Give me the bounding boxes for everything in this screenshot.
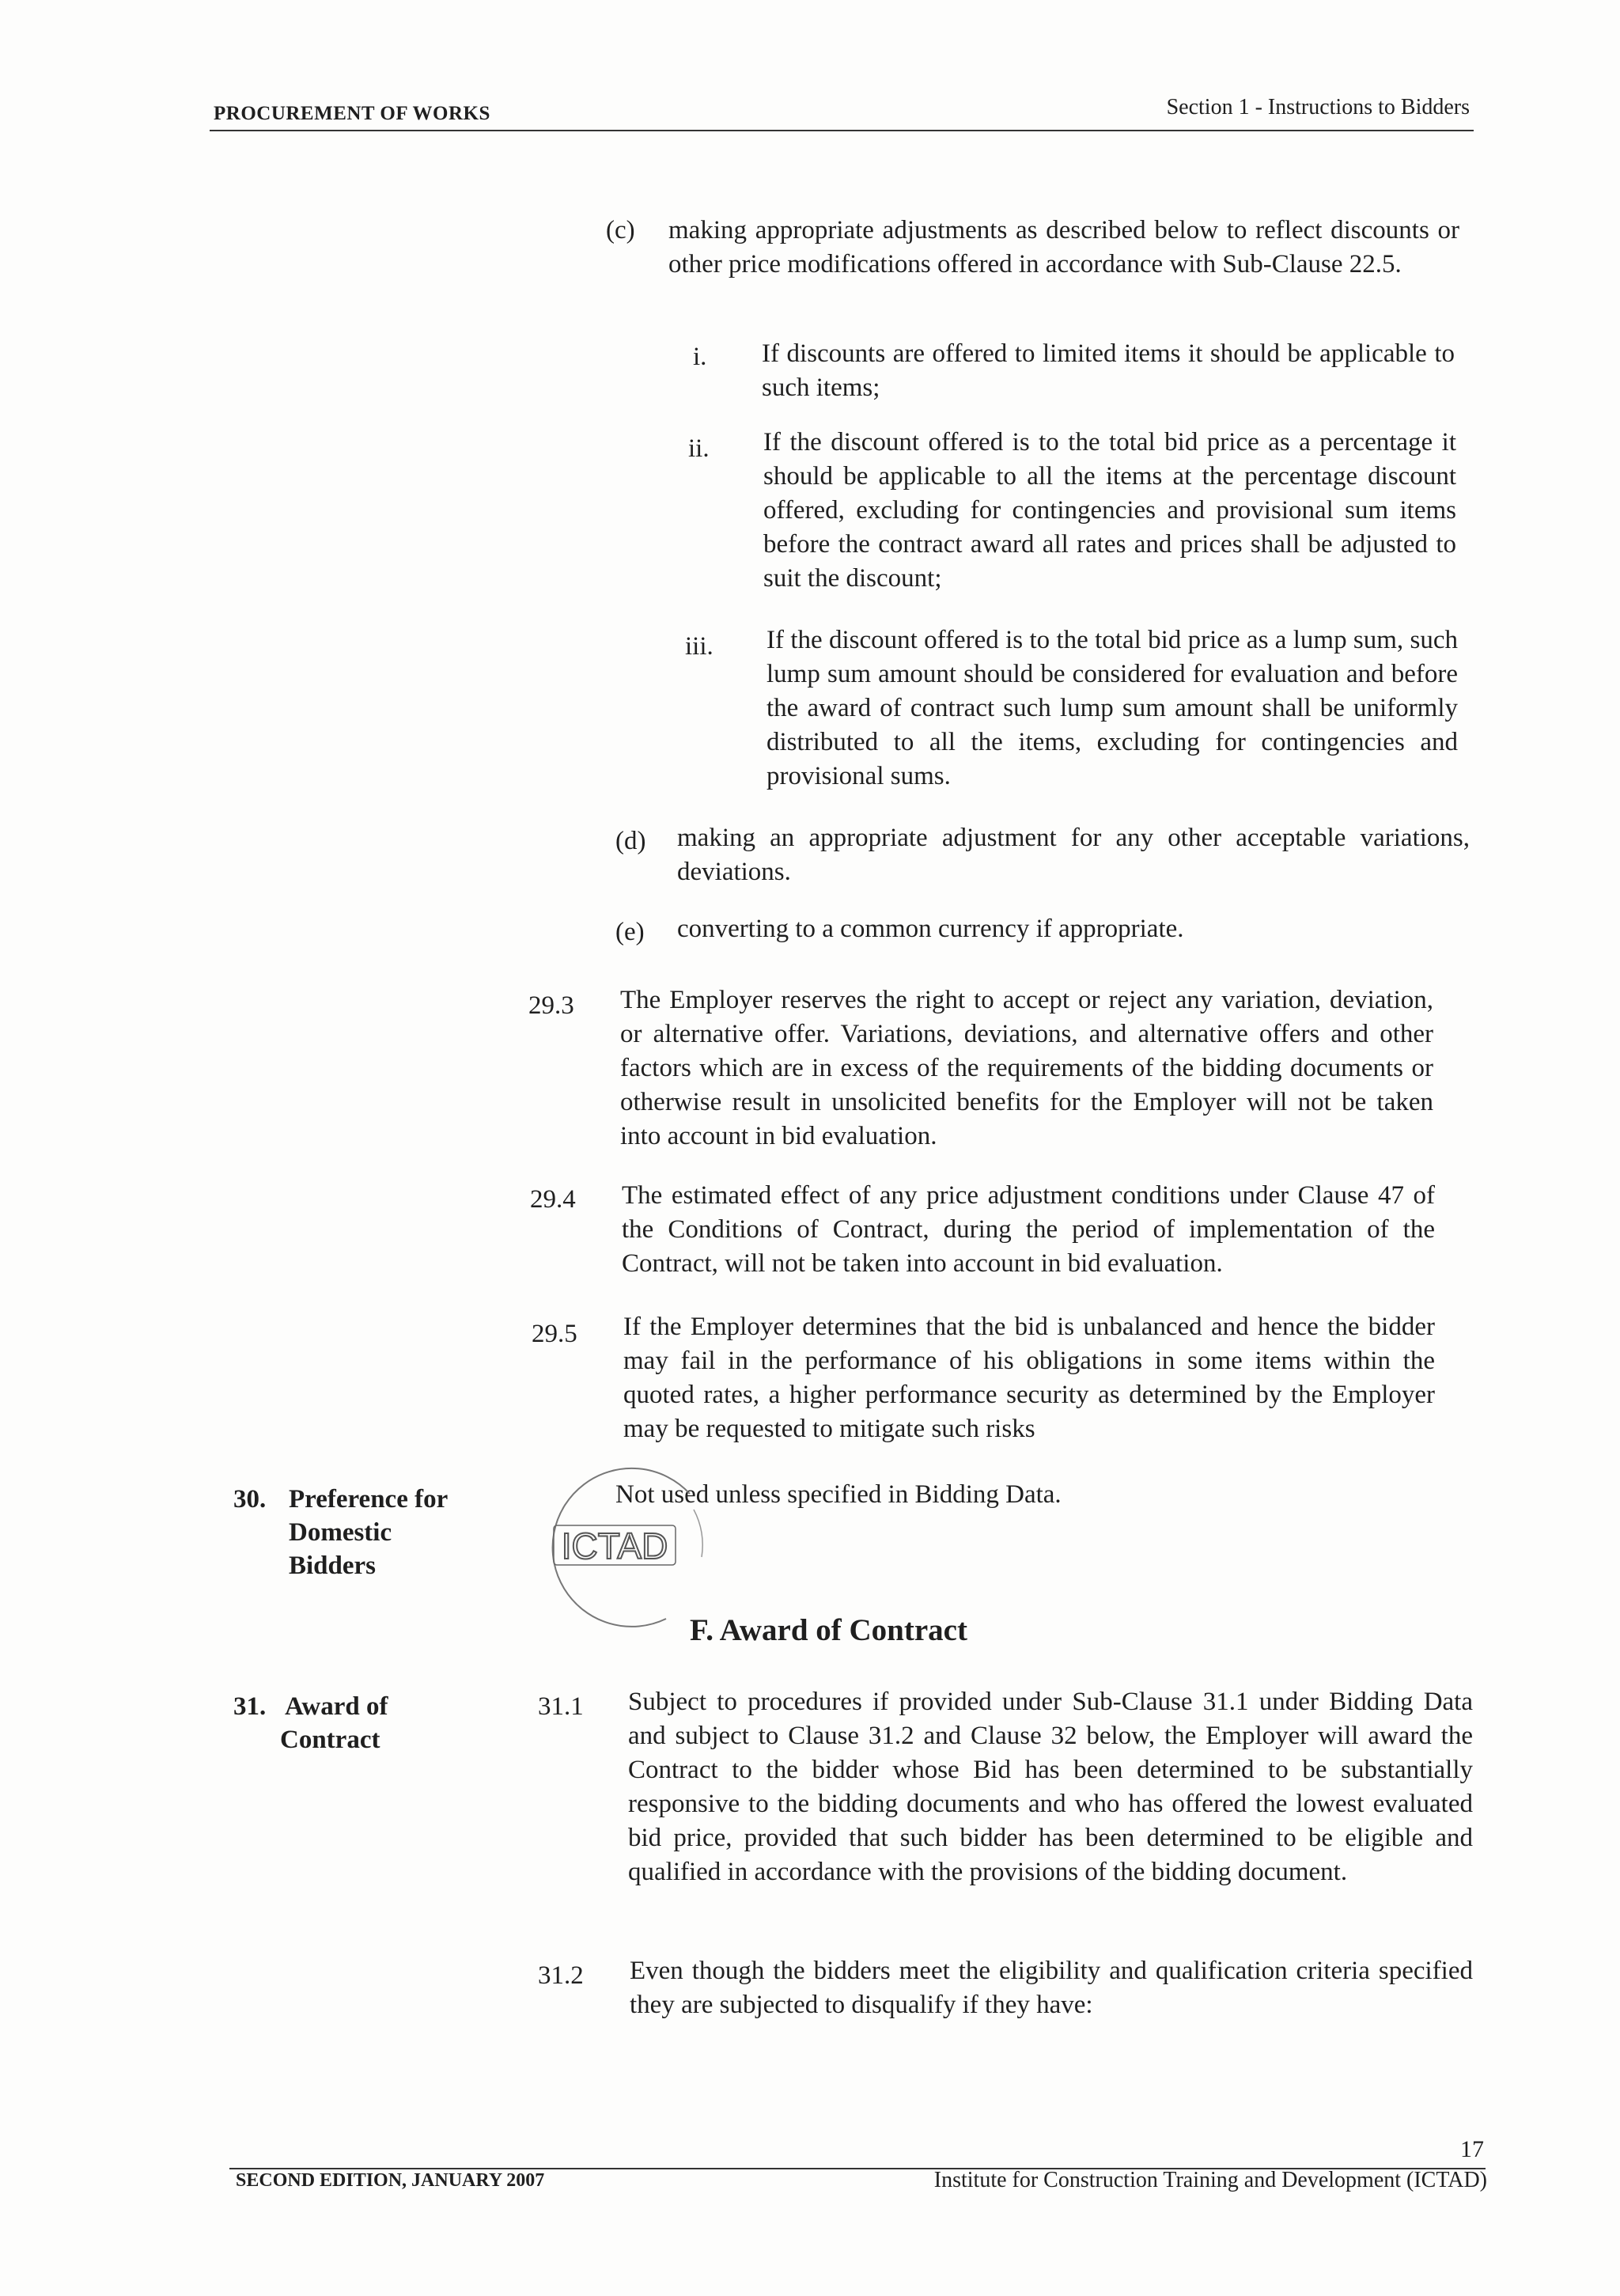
- clause-31-1-text: Subject to procedures if provided under Sub-Clause 31.1 under Bidding Data and subject to Clause 31.2 and Clause 32 below, the Employer will award the Contract to the bidder whose Bid has been determined to be substantially responsive to the bidding documents and who has offered the lowest evaluated bid price, provided that such bidder has been determined to be eligible and qualified in accordance with the provisions of the bidding document.: [628, 1688, 1473, 1886]
- header-rule: [210, 130, 1474, 131]
- item-d-label: (d): [615, 827, 646, 855]
- clause-31-2-text: Even though the bidders meet the eligibility and qualification criteria specified they are subjected to disqualify if they have:: [630, 1957, 1473, 2019]
- item-e-text: converting to a common currency if appropriate.: [677, 915, 1184, 943]
- section-30-number: 30.: [233, 1485, 267, 1514]
- stamp-text: ICTAD: [561, 1525, 668, 1567]
- clause-29-3-number: 29.3: [528, 991, 574, 1020]
- section-31-title-line2: Contract: [280, 1726, 380, 1754]
- item-c-text: making appropriate adjustments as described below to reflect discounts or other price modifications offered in accordance with Sub-Clause 22.5.: [668, 216, 1459, 278]
- section-31-title-line1: Award of: [285, 1692, 388, 1721]
- ictad-stamp: [539, 1462, 715, 1638]
- item-c-i-label: i.: [693, 343, 707, 371]
- footer-left: SECOND EDITION, JANUARY 2007: [236, 2170, 545, 2191]
- clause-29-4-number: 29.4: [530, 1185, 576, 1214]
- section-30-title-line1: Preference for: [289, 1485, 449, 1514]
- clause-29-3-text: The Employer reserves the right to accept or reject any variation, deviation, or alternative offer. Variations, deviations, and alternative offers and other factors which are in excess of the requirements of the bidding documents or otherwise result in unsolicited benefits for the Employer will not be taken into account in bid evaluation.: [620, 986, 1433, 1150]
- section-f-heading: F. Award of Contract: [690, 1613, 967, 1647]
- header-right: Section 1 - Instructions to Bidders: [1166, 95, 1470, 119]
- item-c-i-text: If discounts are offered to limited items it should be applicable to such items;: [762, 339, 1455, 402]
- clause-31-2-number: 31.2: [538, 1961, 584, 1990]
- clause-31-1-number: 31.1: [538, 1692, 584, 1721]
- item-d-text: making an appropriate adjustment for any other acceptable variations, deviations.: [677, 824, 1470, 886]
- section-30-text: Not used unless specified in Bidding Data.: [615, 1480, 1062, 1509]
- section-31-number: 31.: [233, 1692, 267, 1721]
- header-left: PROCUREMENT OF WORKS: [214, 103, 490, 124]
- clause-29-5-number: 29.5: [532, 1320, 577, 1348]
- item-c-ii-text: If the discount offered is to the total bid price as a percentage it should be applicable to all the items at the percentage discount offered, excluding for contingencies and provisional sum items before the contract award all rates and prices shall be adjusted to suit the discount;: [763, 428, 1456, 593]
- clause-29-4-text: The estimated effect of any price adjustment conditions under Clause 47 of the Conditions of Contract, during the period of implementation of the Contract, will not be taken into account in bid evaluation.: [622, 1181, 1435, 1278]
- item-e-label: (e): [615, 918, 645, 946]
- item-c-label: (c): [606, 216, 635, 244]
- item-c-ii-label: ii.: [688, 434, 710, 463]
- item-c-iii-label: iii.: [685, 632, 713, 661]
- footer-right: Institute for Construction Training and Development (ICTAD): [933, 2168, 1487, 2192]
- section-30-title-line2: Domestic: [289, 1518, 392, 1547]
- section-30-title-line3: Bidders: [289, 1552, 377, 1580]
- item-c-iii-text: If the discount offered is to the total bid price as a lump sum, such lump sum amount should be considered for evaluation and before the award of contract such lump sum amount shall be uniformly distributed to all the items, excluding for contingencies and provisional sums.: [766, 626, 1458, 790]
- clause-29-5-text: If the Employer determines that the bid is unbalanced and hence the bidder may fail in the performance of his obligations in some items within the quoted rates, a higher performance security as determined by the Employer may be requested to mitigate such risks: [623, 1313, 1435, 1443]
- page-number: 17: [1460, 2136, 1484, 2162]
